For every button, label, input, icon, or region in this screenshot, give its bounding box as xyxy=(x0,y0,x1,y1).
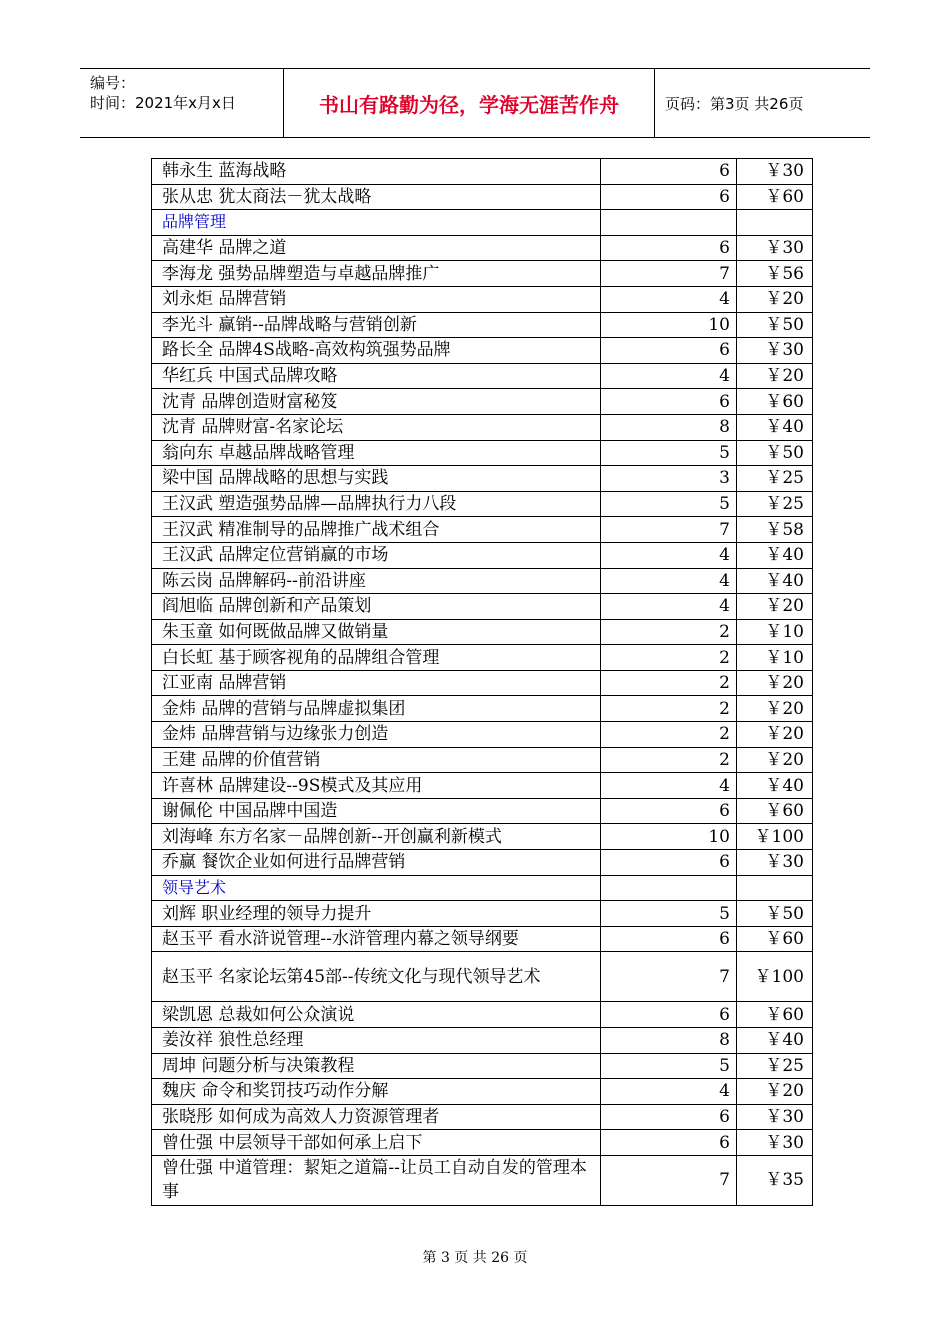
table-row xyxy=(152,1053,813,1079)
table-row xyxy=(152,261,813,287)
catalog-table xyxy=(151,158,813,1206)
count-cell: 6 xyxy=(601,850,737,876)
count-cell: 3 xyxy=(601,466,737,492)
price-cell: ￥35 xyxy=(737,1155,813,1205)
table-row xyxy=(152,466,813,492)
count-cell: 2 xyxy=(601,645,737,671)
count-cell xyxy=(601,210,737,236)
table-row xyxy=(152,568,813,594)
table-row xyxy=(152,235,813,261)
price-cell: ￥20 xyxy=(737,286,813,312)
count-cell: 6 xyxy=(601,926,737,952)
count-cell: 7 xyxy=(601,952,737,1002)
title-cell: 领导艺术 xyxy=(152,875,601,901)
table-row xyxy=(152,1104,813,1130)
title-cell: 朱玉童 如何既做品牌又做销量 xyxy=(152,619,601,645)
title-cell: 周坤 问题分析与决策教程 xyxy=(152,1053,601,1079)
title-cell: 刘永炬 品牌营销 xyxy=(152,286,601,312)
count-cell: 6 xyxy=(601,1130,737,1156)
price-cell: ￥60 xyxy=(737,1002,813,1028)
count-cell: 6 xyxy=(601,184,737,210)
price-cell: ￥40 xyxy=(737,773,813,799)
count-cell: 2 xyxy=(601,747,737,773)
title-cell: 高建华 品牌之道 xyxy=(152,235,601,261)
table-row xyxy=(152,850,813,876)
header-page-info: 页码：第3页 共26页 xyxy=(665,94,804,113)
count-cell: 4 xyxy=(601,363,737,389)
table-row xyxy=(152,1079,813,1105)
count-cell: 2 xyxy=(601,722,737,748)
table-row xyxy=(152,159,813,185)
title-cell: 赵玉平 看水浒说管理--水浒管理内幕之领导纲要 xyxy=(152,926,601,952)
price-cell: ￥56 xyxy=(737,261,813,287)
table-row xyxy=(152,722,813,748)
count-cell: 5 xyxy=(601,440,737,466)
section-row xyxy=(152,210,813,236)
count-cell: 10 xyxy=(601,312,737,338)
title-cell: 韩永生 蓝海战略 xyxy=(152,159,601,185)
title-cell: 许喜林 品牌建设--9S模式及其应用 xyxy=(152,773,601,799)
price-cell: ￥60 xyxy=(737,389,813,415)
price-cell: ￥60 xyxy=(737,184,813,210)
count-cell: 7 xyxy=(601,1155,737,1205)
table-row xyxy=(152,312,813,338)
table-row xyxy=(152,542,813,568)
count-cell: 7 xyxy=(601,517,737,543)
price-cell: ￥50 xyxy=(737,440,813,466)
price-cell: ￥30 xyxy=(737,338,813,364)
price-cell: ￥100 xyxy=(737,824,813,850)
count-cell: 4 xyxy=(601,286,737,312)
title-cell: 王汉武 品牌定位营销赢的市场 xyxy=(152,542,601,568)
price-cell: ￥10 xyxy=(737,619,813,645)
title-cell: 王建 品牌的价值营销 xyxy=(152,747,601,773)
price-cell: ￥30 xyxy=(737,1130,813,1156)
count-cell: 4 xyxy=(601,594,737,620)
price-cell: ￥20 xyxy=(737,747,813,773)
title-cell: 路长全 品牌4S战略-高效构筑强势品牌 xyxy=(152,338,601,364)
table-row xyxy=(152,286,813,312)
title-cell: 谢佩伦 中国品牌中国造 xyxy=(152,798,601,824)
table-row xyxy=(152,338,813,364)
table-row xyxy=(152,1130,813,1156)
catalog-body xyxy=(152,159,813,1206)
price-cell: ￥50 xyxy=(737,312,813,338)
count-cell: 6 xyxy=(601,1104,737,1130)
page-footer: 第 3 页 共 26 页 xyxy=(422,1250,528,1266)
count-cell: 6 xyxy=(601,235,737,261)
title-cell: 魏庆 命令和奖罚技巧动作分解 xyxy=(152,1079,601,1105)
table-row xyxy=(152,619,813,645)
count-cell: 2 xyxy=(601,670,737,696)
title-cell: 沈青 品牌创造财富秘笈 xyxy=(152,389,601,415)
title-cell: 李海龙 强势品牌塑造与卓越品牌推广 xyxy=(152,261,601,287)
title-cell: 刘海峰 东方名家－品牌创新--开创赢利新模式 xyxy=(152,824,601,850)
title-cell: 白长虹 基于顾客视角的品牌组合管理 xyxy=(152,645,601,671)
title-cell: 张晓彤 如何成为高效人力资源管理者 xyxy=(152,1104,601,1130)
table-row xyxy=(152,389,813,415)
price-cell: ￥30 xyxy=(737,1104,813,1130)
count-cell: 2 xyxy=(601,619,737,645)
price-cell: ￥30 xyxy=(737,235,813,261)
table-row xyxy=(152,1028,813,1054)
table-row xyxy=(152,1155,813,1205)
count-cell: 6 xyxy=(601,389,737,415)
price-cell: ￥40 xyxy=(737,414,813,440)
table-row xyxy=(152,594,813,620)
count-cell: 5 xyxy=(601,491,737,517)
title-cell: 赵玉平 名家论坛第45部--传统文化与现代领导艺术 xyxy=(152,952,601,1002)
section-row xyxy=(152,875,813,901)
table-row xyxy=(152,952,813,1002)
table-row xyxy=(152,363,813,389)
title-cell: 梁中国 品牌战略的思想与实践 xyxy=(152,466,601,492)
table-row xyxy=(152,747,813,773)
price-cell: ￥20 xyxy=(737,696,813,722)
count-cell: 4 xyxy=(601,568,737,594)
price-cell: ￥25 xyxy=(737,466,813,492)
title-cell: 王汉武 塑造强势品牌—品牌执行力八段 xyxy=(152,491,601,517)
title-cell: 品牌管理 xyxy=(152,210,601,236)
title-cell: 乔赢 餐饮企业如何进行品牌营销 xyxy=(152,850,601,876)
price-cell: ￥20 xyxy=(737,363,813,389)
table-row xyxy=(152,696,813,722)
table-row xyxy=(152,414,813,440)
title-cell: 曾仕强 中层领导干部如何承上启下 xyxy=(152,1130,601,1156)
price-cell: ￥20 xyxy=(737,722,813,748)
count-cell: 4 xyxy=(601,773,737,799)
title-cell: 华红兵 中国式品牌攻略 xyxy=(152,363,601,389)
title-cell: 曾仕强 中道管理：絜矩之道篇--让员工自动自发的管理本事 xyxy=(152,1155,601,1205)
count-cell: 5 xyxy=(601,1053,737,1079)
title-cell: 陈云岗 品牌解码--前沿讲座 xyxy=(152,568,601,594)
table-row xyxy=(152,645,813,671)
count-cell xyxy=(601,875,737,901)
price-cell: ￥100 xyxy=(737,952,813,1002)
price-cell: ￥25 xyxy=(737,1053,813,1079)
title-cell: 翁向东 卓越品牌战略管理 xyxy=(152,440,601,466)
title-cell: 梁凯恩 总裁如何公众演说 xyxy=(152,1002,601,1028)
price-cell: ￥60 xyxy=(737,926,813,952)
price-cell: ￥10 xyxy=(737,645,813,671)
price-cell: ￥25 xyxy=(737,491,813,517)
count-cell: 4 xyxy=(601,542,737,568)
table-row xyxy=(152,670,813,696)
count-cell: 7 xyxy=(601,261,737,287)
price-cell: ￥30 xyxy=(737,850,813,876)
title-cell: 姜汝祥 狼性总经理 xyxy=(152,1028,601,1054)
count-cell: 2 xyxy=(601,696,737,722)
header-meta xyxy=(80,69,283,137)
title-cell: 金炜 品牌营销与边缘张力创造 xyxy=(152,722,601,748)
count-cell: 5 xyxy=(601,901,737,927)
table-row xyxy=(152,798,813,824)
table-row xyxy=(152,1002,813,1028)
price-cell: ￥40 xyxy=(737,1028,813,1054)
title-cell: 金炜 品牌的营销与品牌虚拟集团 xyxy=(152,696,601,722)
count-cell: 6 xyxy=(601,159,737,185)
price-cell: ￥58 xyxy=(737,517,813,543)
title-cell: 刘辉 职业经理的领导力提升 xyxy=(152,901,601,927)
price-cell xyxy=(737,875,813,901)
price-cell: ￥50 xyxy=(737,901,813,927)
count-cell: 4 xyxy=(601,1079,737,1105)
price-cell xyxy=(737,210,813,236)
title-cell: 王汉武 精准制导的品牌推广战术组合 xyxy=(152,517,601,543)
time-label: 时间：2021年x月x日 xyxy=(90,94,236,112)
header-motto: 书山有路勤为径，学海无涯苦作舟 xyxy=(283,69,655,137)
price-cell: ￥30 xyxy=(737,159,813,185)
price-cell: ￥20 xyxy=(737,670,813,696)
table-row xyxy=(152,926,813,952)
title-cell: 阎旭临 品牌创新和产品策划 xyxy=(152,594,601,620)
table-row xyxy=(152,901,813,927)
page-header xyxy=(80,68,870,138)
title-cell: 沈青 品牌财富-名家论坛 xyxy=(152,414,601,440)
count-cell: 6 xyxy=(601,338,737,364)
count-cell: 6 xyxy=(601,1002,737,1028)
number-label: 编号： xyxy=(90,74,136,92)
title-cell: 李光斗 赢销--品牌战略与营销创新 xyxy=(152,312,601,338)
price-cell: ￥40 xyxy=(737,542,813,568)
table-row xyxy=(152,517,813,543)
count-cell: 6 xyxy=(601,798,737,824)
price-cell: ￥20 xyxy=(737,1079,813,1105)
table-row xyxy=(152,440,813,466)
table-row xyxy=(152,773,813,799)
price-cell: ￥40 xyxy=(737,568,813,594)
count-cell: 8 xyxy=(601,414,737,440)
price-cell: ￥60 xyxy=(737,798,813,824)
title-cell: 江亚南 品牌营销 xyxy=(152,670,601,696)
price-cell: ￥20 xyxy=(737,594,813,620)
count-cell: 8 xyxy=(601,1028,737,1054)
count-cell: 10 xyxy=(601,824,737,850)
table-row xyxy=(152,184,813,210)
table-row xyxy=(152,824,813,850)
table-row xyxy=(152,491,813,517)
title-cell: 张从忠 犹太商法－犹太战略 xyxy=(152,184,601,210)
